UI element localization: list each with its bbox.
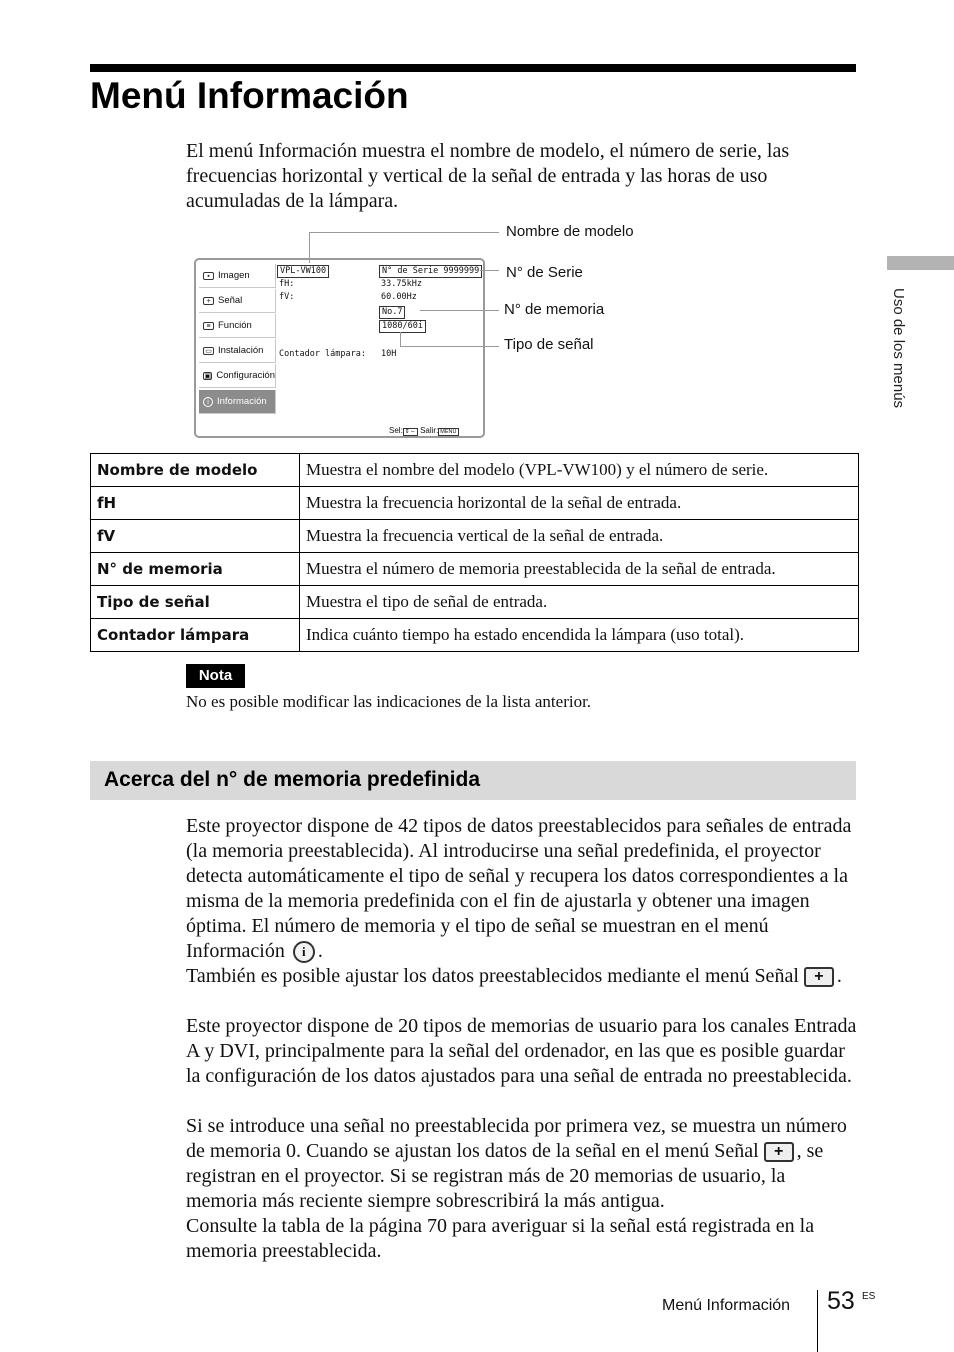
signal-type-value: 1080/60i bbox=[379, 320, 426, 333]
fv-label: fV: bbox=[279, 292, 295, 302]
table-desc: Muestra el tipo de señal de entrada. bbox=[300, 586, 859, 619]
note-badge: Nota bbox=[186, 664, 245, 688]
fh-value: 33.75kHz bbox=[381, 279, 422, 289]
callout-line-serial bbox=[480, 270, 499, 271]
callout-line-model bbox=[309, 233, 310, 263]
section-title: Acerca del n° de memoria predefinida bbox=[104, 768, 481, 791]
table-row bbox=[91, 553, 859, 586]
table-row bbox=[91, 487, 859, 520]
paragraph-text: Este proyector dispone de 42 tipos de datos preestablecidos para señales de entrada (la memoria preestablecida). Al introducirse una señal predefinida, el proyector detecta automáticamente el tipo de señal y recupera los datos correspondientes a la misma de la memoria predefinida con el fin de ajustarla y obtener una imagen óptima. El número de memoria y el tipo de señal se muestran en el menú Información bbox=[186, 815, 852, 962]
menu-item-informacion bbox=[199, 390, 276, 414]
callout-line-signal-v bbox=[400, 332, 401, 346]
table-row bbox=[91, 520, 859, 553]
section-paragraph-2 bbox=[186, 964, 858, 989]
image-icon: ▪ bbox=[203, 272, 214, 280]
fh-label: fH: bbox=[279, 279, 295, 289]
intro-paragraph: El menú Información muestra el nombre de modelo, el número de serie, las frecuencias horizontal y vertical de la señal de entrada y las horas de uso acumuladas de la lámpara. bbox=[186, 140, 790, 212]
paragraph-text: Si se introduce una señal no preestablecida por primera vez, se muestra un número de memoria 0. Cuando se ajustan los datos de la señal en el menú Señal bbox=[186, 1115, 847, 1162]
section-paragraph-3: Este proyector dispone de 20 tipos de memorias de usuario para los canales Entrada A y DVI, principalmente para la señal del ordenador, en las que es posible guardar la configuración de los datos ajustados para una señal de entrada no preestablecida. bbox=[186, 1015, 857, 1087]
table-row bbox=[91, 619, 859, 652]
footer-section-label: Menú Información bbox=[662, 1297, 791, 1314]
signal-icon: + bbox=[203, 297, 214, 305]
section-paragraph-5: Consulte la tabla de la página 70 para averiguar si la señal está registrada en la memoria preestablecida. bbox=[186, 1215, 815, 1262]
screen-footer bbox=[389, 425, 459, 438]
menu-item-configuracion bbox=[199, 364, 276, 388]
table-desc: Muestra la frecuencia vertical de la señal de entrada. bbox=[300, 520, 859, 553]
signal-menu-icon: + bbox=[764, 1142, 794, 1162]
footer-divider bbox=[817, 1290, 818, 1352]
paragraph-text: . bbox=[836, 965, 842, 987]
menu-item-instalacion bbox=[199, 339, 276, 363]
side-section-label: Uso de los menús bbox=[890, 288, 907, 409]
table-term: Nombre de modelo bbox=[91, 454, 300, 487]
table-desc: Muestra la frecuencia horizontal de la señal de entrada. bbox=[300, 487, 859, 520]
page-language: ES bbox=[862, 1291, 876, 1302]
menu-item-senal bbox=[199, 289, 276, 313]
table-term: fH bbox=[91, 487, 300, 520]
memory-value: No.7 bbox=[379, 306, 405, 319]
callout-line-memory bbox=[420, 310, 499, 311]
menu-item-label: Información bbox=[217, 396, 267, 407]
arrow-keys-icon: ⇕⇔ bbox=[404, 429, 416, 435]
info-menu-screen bbox=[194, 258, 485, 438]
callout-signal: Tipo de señal bbox=[504, 336, 594, 353]
table-term: Contador lámpara bbox=[91, 619, 300, 652]
page-number: 53 bbox=[827, 1287, 855, 1315]
section-paragraph-4 bbox=[186, 1114, 858, 1214]
side-tab-bar bbox=[887, 256, 954, 270]
section-paragraph-1 bbox=[186, 814, 858, 964]
note-text: No es posible modificar las indicaciones de la lista anterior. bbox=[186, 692, 592, 711]
model-value: VPL-VW100 bbox=[277, 265, 329, 278]
paragraph-text: . bbox=[317, 940, 323, 962]
menu-item-funcion bbox=[199, 314, 276, 338]
lamp-label: Contador lámpara: bbox=[279, 349, 366, 359]
callout-line-signal-h bbox=[400, 346, 499, 347]
menu-item-label: Instalación bbox=[218, 345, 264, 356]
paragraph-text: También es posible ajustar los datos preestablecidos mediante el menú Señal bbox=[186, 965, 799, 987]
function-icon: ≡ bbox=[203, 322, 214, 330]
menu-item-label: Señal bbox=[218, 295, 243, 306]
title-rule bbox=[90, 64, 856, 72]
settings-icon: ▣ bbox=[204, 372, 211, 380]
installation-icon: ▭ bbox=[203, 347, 214, 355]
callout-model: Nombre de modelo bbox=[506, 223, 634, 240]
table-term: fV bbox=[91, 520, 300, 553]
table-desc: Muestra el número de memoria preestablecida de la señal de entrada. bbox=[300, 553, 859, 586]
callout-line-model-h bbox=[309, 232, 499, 233]
exit-label: Salir: bbox=[420, 426, 439, 435]
callout-serial: N° de Serie bbox=[506, 264, 583, 281]
table-term: Tipo de señal bbox=[91, 586, 300, 619]
menu-item-label: Función bbox=[218, 320, 252, 331]
serial-value: N° de Serie 9999999 bbox=[379, 265, 482, 278]
signal-menu-icon: + bbox=[804, 967, 834, 987]
callout-memory: N° de memoria bbox=[504, 301, 605, 318]
menu-key-icon: MENU bbox=[440, 429, 457, 435]
table-desc: Muestra el nombre del modelo (VPL-VW100) y el número de serie. bbox=[300, 454, 859, 487]
menu-item-imagen bbox=[199, 264, 276, 288]
menu-item-label: Imagen bbox=[218, 270, 250, 281]
info-menu-icon: i bbox=[293, 941, 315, 963]
table-row bbox=[91, 586, 859, 619]
page-title: Menú Información bbox=[90, 75, 409, 116]
table-term: N° de memoria bbox=[91, 553, 300, 586]
menu-item-label: Configuración bbox=[216, 370, 275, 381]
info-icon: i bbox=[203, 397, 213, 407]
fv-value: 60.00Hz bbox=[381, 292, 417, 302]
table-row bbox=[91, 454, 859, 487]
sel-label: Sel: bbox=[389, 426, 403, 435]
table-desc: Indica cuánto tiempo ha estado encendida la lámpara (uso total). bbox=[300, 619, 859, 652]
info-table bbox=[90, 453, 859, 652]
paragraph-text: , se registran en el proyector. Si se registran más de 20 memorias de usuario, la memoria más reciente siempre sobrescribirá la más antigua. bbox=[186, 1140, 824, 1212]
lamp-value: 10H bbox=[381, 349, 397, 359]
